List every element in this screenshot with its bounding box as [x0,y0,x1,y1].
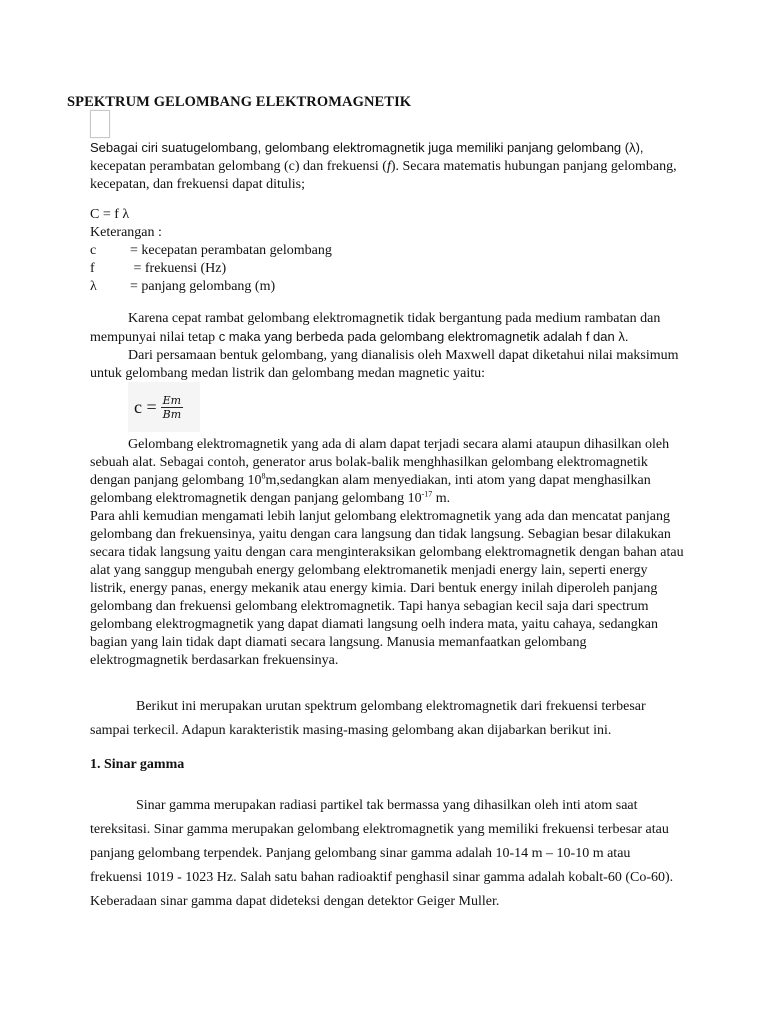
keterangan-symbol: λ [90,279,97,294]
karena-line2-sans: c maka yang berbeda pada gelombang elektromagnetik adalah f dan λ. [218,329,629,344]
intro-paragraph [90,139,686,194]
keterangan-definition: = kecepatan perambatan gelombang [130,243,332,258]
formula-numerator: Em [162,393,182,407]
keterangan-definition: = panjang gelombang (m) [130,279,276,294]
formula-image [128,382,200,432]
keterangan-label: Keterangan : [90,225,162,240]
intro-line3: kecepatan, dan frekuensi dapat ditulis; [90,177,305,192]
gelombang-line4b: m. [432,491,451,506]
keterangan-row [90,242,686,260]
gelombang-line2: sebuah alat. Sebagai contoh, generator arus bolak-balik menghhasilkan gelombang elektromagnetik [90,455,648,470]
formula-fraction [161,394,184,421]
berikut-text: Berikut ini merupakan urutan spektrum gelombang elektromagnetik dari frekuensi terbesar sampai terkecil. Adapun karakteristik masing-masing gelombang akan dijabarkan berikut ini. [90,699,646,738]
formula-denominator: Bm [162,407,182,421]
intro-sans-text: Sebagai ciri suatugelombang, gelombang elektromagnetik juga memiliki panjang gelombang (λ), [90,140,644,155]
karena-line2-serif: mempunyai nilai tetap [90,330,219,345]
keterangan-row [90,278,686,296]
gelombang-line4-sup: -17 [421,489,433,499]
paragraph-sinar-gamma [90,794,680,914]
intro-line2: kecepatan perambatan gelombang (c) dan frekuensi ( [90,159,387,174]
image-placeholder [90,110,110,138]
paragraph-para-ahli: Para ahli kemudian mengamati lebih lanjut gelombang elektromagnetik yang ada dan mencatat panjang gelombang dan frekuensinya, yaitu dengan cara langsung dan tidak langsung. Sebagian besar dilakukan secara tidak langsung yaitu dengan cara menginteraksikan gelombang elektromagnetik dengan bahan atau alat yang sanggup mengubah energy gelombang elektromanetik menjadi energy lain, seperti energy listrik, energy panas, energy mekanik atau energy kimia. Dari bentuk energy inilah diperoleh panjang gelombang dan frekuensi gelombang elektromagnetik. Tapi hanya sebagian kecil saja dari spectrum gelombang elektrogmagnetik yang dapat diamati langsung oelh indera mata, yaitu cahaya, sedangkan bagian yang lain tidak dapt diamati secara langsung. Manusia memanfaatkan gelombang elektrogmagnetik berdasarkan frekuensinya. [90,509,684,668]
formula-lhs: c = [134,396,157,417]
paragraph-berikut [90,695,680,743]
gelombang-line1: Gelombang elektromagnetik yang ada di alam dapat terjadi secara alami ataupun dihasilkan oleh [128,437,670,452]
keterangan-symbol: f [90,261,95,276]
gelombang-line3-sup: 8 [261,471,266,481]
keterangan-symbol: c [90,243,97,258]
intro-line2-end: ). Secara matematis hubungan panjang gelombang, [390,159,677,174]
formula-section [90,206,686,296]
gelombang-line3b: m,sedangkan alam menyediakan, inti atom yang dapat menghasilkan [265,473,651,488]
sinar-gamma-text: Sinar gamma merupakan radiasi partikel tak bermassa yang dihasilkan oleh inti atom saat tereksitasi. Sinar gamma merupakan gelombang elektromagnetik yang memiliki frekuensi terbesar atau panjang gelombang terpendek. Panjang gelombang sinar gamma adalah 10-14 m – 10-10 m atau frekuensi 1019 - 1023 Hz. Salah satu bahan radioaktif penghasil sinar gamma adalah kobalt-60 (Co-60). Keberadaan sinar gamma dapat dideteksi dengan detektor Geiger Muller. [90,798,674,909]
karena-line1: Karena cepat rambat gelombang elektromagnetik tidak bergantung pada medium rambatan dan [128,311,661,326]
keterangan-definition: = frekuensi (Hz) [130,261,227,276]
gelombang-line4a: gelombang elektromagnetik dengan panjang gelombang 10 [90,491,422,506]
dari-line1: Dari persamaan bentuk gelombang, yang dianalisis oleh Maxwell dapat diketahui nilai maksimum [128,348,679,363]
intro-f-italic: f [386,159,391,174]
dari-line2: untuk gelombang medan listrik dan gelombang medan magnetic yaitu: [90,366,486,381]
page-title: SPEKTRUM GELOMBANG ELEKTROMAGNETIK [67,94,412,110]
paragraph-gelombang [90,436,686,670]
keterangan-row [90,260,686,278]
section-heading-sinar-gamma: 1. Sinar gamma [90,757,185,772]
paragraph-karena [90,310,686,383]
formula-c-equals-f-lambda: C = f λ [90,207,130,222]
gelombang-line3a: dengan panjang gelombang 10 [90,473,262,488]
